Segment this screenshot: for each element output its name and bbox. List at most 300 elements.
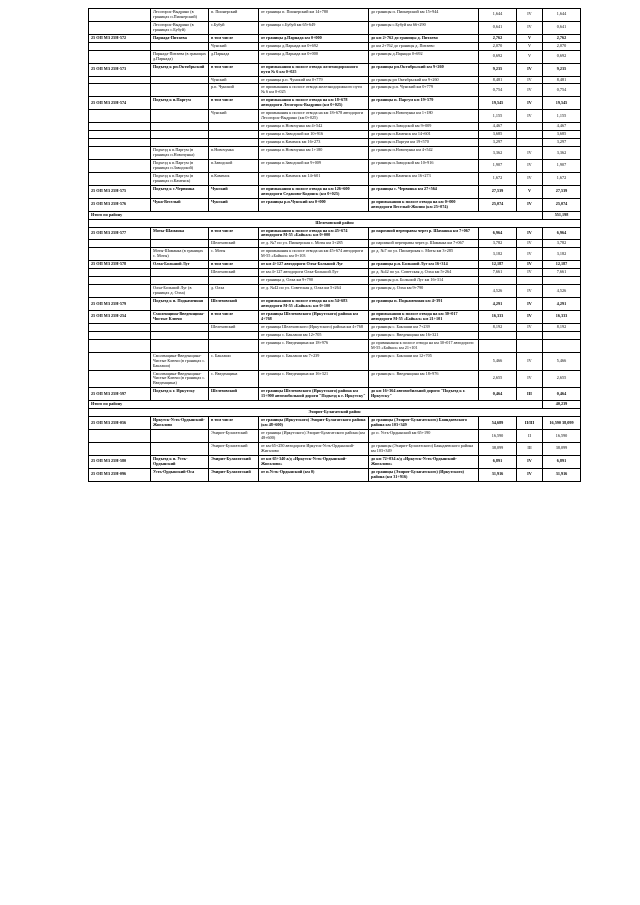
total-km: 19,545: [543, 97, 581, 110]
total-km: 2,655: [543, 370, 581, 388]
territory: Шелеховский: [209, 269, 259, 277]
segment-from: от д. №42 по ул. Советская д. Олха км 5+264: [259, 285, 369, 298]
total-km: 1,155: [543, 110, 581, 123]
segment-to: до примыкания к полосе отвода на км 30+017 автодороги М-55 «Байкал» км 21+101: [369, 339, 479, 352]
road-name: Подъезд к рп.Октябрьский: [151, 63, 209, 76]
total-km: 16,590 38,099: [543, 417, 581, 430]
territory: [209, 277, 259, 285]
length-km: 0,754: [479, 84, 517, 97]
table-row: [89, 269, 581, 277]
table-row: [89, 323, 581, 331]
territory: [209, 331, 259, 339]
table-row: [89, 339, 581, 352]
length-km: 3,182: [479, 248, 517, 261]
territory: Шелеховский: [209, 240, 259, 248]
segment-from: от км 4+127 автодороги Олха-Большой Луг: [259, 261, 369, 269]
road-name: Чуна-Веселый: [151, 198, 209, 211]
total-km: [543, 277, 581, 285]
territory: в том числе: [209, 310, 259, 323]
road-code: [89, 131, 151, 139]
segment-to: до границы п.Каменск км 16+273: [369, 172, 479, 185]
table-row: [89, 277, 581, 285]
table-row: [89, 370, 581, 388]
table-row: [89, 352, 581, 370]
road-code: 25 ОП МЗ 25Н-572: [89, 34, 151, 42]
road-name: Подъезд к г. Иркутску: [151, 388, 209, 401]
table-row: [89, 50, 581, 63]
total-km: 3,362: [543, 147, 581, 160]
segment-to: до границы (Эхирит-Булагатского) Баяндаевского района км 103+349: [369, 417, 479, 430]
territory: с. Введенщина: [209, 370, 259, 388]
road-name: Парнада-Питаева (в границах д.Парнада): [151, 50, 209, 63]
table-row: [89, 172, 581, 185]
road-name: Лесогорск-Выдрино (в границах с.Бубуй): [151, 21, 209, 34]
category: III: [517, 388, 543, 401]
category: IV: [517, 298, 543, 311]
length-km: 3,362: [479, 147, 517, 160]
category: IV: [517, 269, 543, 277]
total-label: Итого по району: [89, 211, 543, 219]
road-code: [89, 42, 151, 50]
table-row: [89, 219, 581, 227]
road-name: [151, 240, 209, 248]
total-km: [543, 339, 581, 352]
segment-from: от примыкания к полосе отвода на км 45+674 автодороги М-55 «Байкал» км 0+000: [259, 227, 369, 240]
table-row: [89, 131, 581, 139]
length-km: 0,692: [479, 50, 517, 63]
segment-to: до км 2+762 до границы д. Питаево: [369, 34, 479, 42]
segment-to: до границы п. Подкаменная км 4+391: [369, 298, 479, 311]
segment-to: до границы с. Баклаши км 7+239: [369, 323, 479, 331]
total-km: 1,907: [543, 159, 581, 172]
road-code: [89, 430, 151, 443]
road-code: [89, 9, 151, 22]
table-row: [89, 21, 581, 34]
table-row: [89, 84, 581, 97]
road-code: [89, 21, 151, 34]
length-km: 3,782: [479, 240, 517, 248]
length-km: 1,155: [479, 110, 517, 123]
category: IV: [517, 352, 543, 370]
category: IV: [517, 227, 543, 240]
total-km: 4,526: [543, 285, 581, 298]
territory: р.п. Чунский: [209, 84, 259, 97]
total-length: 551,198: [543, 211, 581, 219]
segment-to: до границы рп.Октябрьский км 9+260: [369, 63, 479, 76]
segment-to: до границы с. Введенщина км 16+321: [369, 331, 479, 339]
road-code: [89, 240, 151, 248]
segment-from: от границы д.Парнада км 0+000: [259, 50, 369, 63]
table-row: [89, 388, 581, 401]
segment-from: от км 4+127 автодороги Олха-Большой Луг: [259, 269, 369, 277]
category: V: [517, 185, 543, 198]
segment-from: от границы р.п. Чунский км 0+779: [259, 76, 369, 84]
segment-to: до границы с. Баклаши км 12+705: [369, 352, 479, 370]
road-code: 25 ОП МЗ 25Н-576: [89, 198, 151, 211]
total-km: 6,891: [543, 455, 581, 468]
region-name: Шелеховский район: [89, 219, 581, 227]
total-km: 0,754: [543, 84, 581, 97]
road-name: [151, 269, 209, 277]
road-code: [89, 159, 151, 172]
roads-register-table: [88, 8, 581, 482]
road-name: Лесогорск-Выдрино (в границах п.Пионерский): [151, 9, 209, 22]
segment-to: до границы р.п. Чунский км 0+779: [369, 84, 479, 97]
table-row: [89, 401, 581, 409]
road-name: [151, 331, 209, 339]
segment-from: от примыкания к полосе отвода на км 45+674 автодороги М-55 «Байкал» км 0+103: [259, 248, 369, 261]
length-km: 2,070: [479, 42, 517, 50]
segment-to: до границы р.п. Большой Луг км 16+314: [369, 277, 479, 285]
table-row: [89, 110, 581, 123]
segment-to: до границы п. Пионерский км 15+944: [369, 9, 479, 22]
category: III: [517, 443, 543, 456]
length-km: 12,187: [479, 261, 517, 269]
road-name: Подъезд к п.Паргум (в границах п.Каменск): [151, 172, 209, 185]
segment-from: от границы р.п.Чунский км 0+000: [259, 198, 369, 211]
road-name: [151, 123, 209, 131]
length-km: 0,464: [479, 388, 517, 401]
total-km: 8,481: [543, 76, 581, 84]
length-km: 4,291: [479, 298, 517, 311]
road-code: [89, 123, 151, 131]
segment-from: от примыкания к полосе отвода на км 54+683 автодороги М-55 «Байкал» км 0+100: [259, 298, 369, 311]
segment-from: от границы (Иркутского) Эхирит-Булагатского района (км 48+600): [259, 417, 369, 430]
length-km: 54,689: [479, 417, 517, 430]
segment-to: до границы п.Новочунка км 4+542: [369, 147, 479, 160]
territory: Чунский: [209, 198, 259, 211]
road-name: [151, 42, 209, 50]
table-row: [89, 34, 581, 42]
segment-from: от границы с. Баклаши км 7+239: [259, 352, 369, 370]
segment-from: от границы с. Введенщина км 16+321: [259, 370, 369, 388]
segment-to: до км 2+762 до границы д. Питаево: [369, 42, 479, 50]
category: [517, 277, 543, 285]
total-km: 12,187: [543, 261, 581, 269]
segment-to: до границы с.Бубуй км 66+290: [369, 21, 479, 34]
territory: Эхирит-Булагатский: [209, 443, 259, 456]
road-code: [89, 370, 151, 388]
segment-to: до примыкания к полосе отвода на км 0+000 автодороги Веселый-Жилин (км 25+074): [369, 198, 479, 211]
road-code: [89, 248, 151, 261]
category: V: [517, 50, 543, 63]
segment-to: до границы п.Каменск км 14+601: [369, 131, 479, 139]
road-code: [89, 277, 151, 285]
category: II: [517, 430, 543, 443]
table-row: [89, 123, 581, 131]
territory: д.Парнада: [209, 50, 259, 63]
length-km: 1,907: [479, 159, 517, 172]
category: IV: [517, 110, 543, 123]
total-km: 7,661: [543, 269, 581, 277]
table-row: [89, 261, 581, 269]
territory: Эхирит-Булагатский: [209, 455, 259, 468]
segment-to: до границы п.Паргум км 19+570: [369, 139, 479, 147]
road-code: 25 ОП МЗ 25Н-597: [89, 388, 151, 401]
territory: в том числе: [209, 63, 259, 76]
road-name: [151, 76, 209, 84]
road-code: [89, 147, 151, 160]
total-km: 0,641: [543, 21, 581, 34]
table-row: [89, 42, 581, 50]
segment-from: от границы д.Парнада км 0+692: [259, 42, 369, 50]
segment-from: от примыкания к полосе отвода железнодорожного пути № 6 км 0+025: [259, 84, 369, 97]
road-code: 25 ОП МЗ 25Н-096: [89, 468, 151, 481]
length-km: 6,891: [479, 455, 517, 468]
segment-from: от границы д.Парнада км 0+000: [259, 34, 369, 42]
total-km: 0,692: [543, 50, 581, 63]
segment-to: до примыкания к полосе отвода на км 30+017 автодороги М-55 «Байкал» км 21+101: [369, 310, 479, 323]
segment-from: от примыкания к полосе отвода на км 126+600 автодороги Седаново-Кодинск (км 0+025): [259, 185, 369, 198]
category: IV: [517, 261, 543, 269]
total-km: 1,672: [543, 172, 581, 185]
category: IV: [517, 323, 543, 331]
total-km: 5,466: [543, 352, 581, 370]
road-name: [151, 323, 209, 331]
length-km: 2,655: [479, 370, 517, 388]
territory: [209, 123, 259, 131]
segment-from: от границы п.Новочунка км 1+180: [259, 147, 369, 160]
total-km: 16,333: [543, 310, 581, 323]
segment-to: до границы п.Заводской км 9+009: [369, 123, 479, 131]
total-km: 2,070: [543, 42, 581, 50]
segment-from: от границы с.Бубуй км 65+649: [259, 21, 369, 34]
category: IV: [517, 248, 543, 261]
total-km: [543, 331, 581, 339]
total-km: 1,644: [543, 9, 581, 22]
segment-to: до границы (Эхирит-Булагатского) (Иркутского) района (км 31+916): [369, 468, 479, 481]
territory: с.Бубуй: [209, 21, 259, 34]
segment-to: до паромной переправы через р. Шаманка км 7+067: [369, 227, 479, 240]
category: IV: [517, 455, 543, 468]
table-row: [89, 147, 581, 160]
road-code: [89, 110, 151, 123]
category: IV: [517, 97, 543, 110]
category: [517, 131, 543, 139]
length-km: 27,539: [479, 185, 517, 198]
length-km: [479, 331, 517, 339]
road-name: [151, 110, 209, 123]
road-name: Подъезд к п. Подкаменная: [151, 298, 209, 311]
segment-from: от границы п.Заводской км 10+916: [259, 131, 369, 139]
total-km: 3,685: [543, 131, 581, 139]
length-km: 25,074: [479, 198, 517, 211]
road-code: 25 ОП МЗ 25Н-574: [89, 97, 151, 110]
territory: в том числе: [209, 97, 259, 110]
category: IV: [517, 63, 543, 76]
road-name: [151, 430, 209, 443]
segment-from: от км 65+250 автодороги Иркутск-Усть-Ордынский-Жигалово: [259, 443, 369, 456]
segment-to: до границы д. Олха км 9+790: [369, 285, 479, 298]
total-km: 3,182: [543, 248, 581, 261]
road-code: [89, 323, 151, 331]
segment-from: от границы Шелеховского (Иркутского) района км 4+768: [259, 310, 369, 323]
territory: Эхирит-Булагатский: [209, 468, 259, 481]
territory: п.Заводской: [209, 159, 259, 172]
road-code: [89, 339, 151, 352]
territory: п.Новочунка: [209, 147, 259, 160]
category: IV: [517, 84, 543, 97]
road-code: 25 ОП МЗ 25Н-578: [89, 261, 151, 269]
road-code: 25 ОП МЗ 25Н-580: [89, 455, 151, 468]
length-km: 4,526: [479, 285, 517, 298]
length-km: [479, 339, 517, 352]
segment-to: до км 16+364 автомобильной дороги "Подъезд к г. Иркутску": [369, 388, 479, 401]
category: IV: [517, 9, 543, 22]
road-code: [89, 84, 151, 97]
territory: Шелеховский: [209, 323, 259, 331]
table-row: [89, 211, 581, 219]
segment-from: от границы (Иркутского) Эхирит-Булагатского района (км 48+600): [259, 430, 369, 443]
total-label: Итого по району: [89, 401, 543, 409]
road-name: [151, 339, 209, 352]
road-name: Олха-Большой Луг (в границах д. Олха): [151, 285, 209, 298]
segment-to: до границы с. Введенщина км 18+976: [369, 370, 479, 388]
category: IV: [517, 370, 543, 388]
table-row: [89, 285, 581, 298]
territory: Шелеховский: [209, 388, 259, 401]
road-name: Подъезд к п.Паргум (в границах п.Заводской): [151, 159, 209, 172]
segment-from: от примыкания к полосе отвода железнодорожного пути № 6 км 0+025: [259, 63, 369, 76]
territory: с. Моты: [209, 248, 259, 261]
total-km: 3,297: [543, 139, 581, 147]
length-km: 19,545: [479, 97, 517, 110]
length-km: 9,235: [479, 63, 517, 76]
total-km: 9,235: [543, 63, 581, 76]
road-name: Подъезд к с.Червянка: [151, 185, 209, 198]
table-body: [89, 9, 581, 482]
territory: п. Пионерский: [209, 9, 259, 22]
road-code: [89, 76, 151, 84]
road-code: 25 ОП МЗ 25Н-056: [89, 417, 151, 430]
segment-to: до границы п.Новочунка км 1+180: [369, 110, 479, 123]
road-name: [151, 131, 209, 139]
length-km: [479, 277, 517, 285]
territory: [209, 339, 259, 352]
road-name: [151, 277, 209, 285]
road-code: [89, 331, 151, 339]
segment-to: до границы д.Парнада 0+692: [369, 50, 479, 63]
table-row: [89, 63, 581, 76]
length-km: 16,590: [479, 430, 517, 443]
road-name: Смоленщина-Введенщина-Чистые Ключи (в границах с. Баклаши): [151, 352, 209, 370]
road-name: Моты-Шаманка: [151, 227, 209, 240]
territory: Эхирит-Булагатский: [209, 430, 259, 443]
length-km: 2,762: [479, 34, 517, 42]
road-code: [89, 285, 151, 298]
segment-to: до д. №42 по ул. Советская д. Олха км 5+264: [369, 269, 479, 277]
segment-from: от границы Шелеховского (Иркутского) района км 15+900 автомобильной дороги "Подъезд к г. Иркутску": [259, 388, 369, 401]
road-name: Подъезд к п.Паргум: [151, 97, 209, 110]
length-km: 1,672: [479, 172, 517, 185]
territory: в том числе: [209, 261, 259, 269]
territory: Чунский: [209, 110, 259, 123]
segment-from: от п.Усть-Ордынский (км 0): [259, 468, 369, 481]
category: IV: [517, 468, 543, 481]
road-name: [151, 84, 209, 97]
territory: п.Каменск: [209, 172, 259, 185]
road-code: 25 ОП МЗ 25Н-579: [89, 298, 151, 311]
segment-from: от д. №7 по ул. Пионерская с. Моты км 3+285: [259, 240, 369, 248]
road-code: [89, 139, 151, 147]
total-km: 0,464: [543, 388, 581, 401]
segment-to: до границы п.Заводской км 10+916: [369, 159, 479, 172]
category: IV: [517, 285, 543, 298]
territory: [209, 131, 259, 139]
total-km: 31,916: [543, 468, 581, 481]
road-code: [89, 443, 151, 456]
category: IV: [517, 240, 543, 248]
table-row: [89, 455, 581, 468]
table-row: [89, 76, 581, 84]
road-code: [89, 172, 151, 185]
table-row: [89, 310, 581, 323]
territory: Чунский: [209, 42, 259, 50]
category: IV: [517, 198, 543, 211]
segment-from: от км 65+340 а/д «Иркутск-Усть-Ордынский-Жигалово»: [259, 455, 369, 468]
road-name: Иркутск-Усть-Ордынский-Жигалово: [151, 417, 209, 430]
length-km: 6,964: [479, 227, 517, 240]
category: IV: [517, 172, 543, 185]
region-name: Эхирит-Булагатский район: [89, 409, 581, 417]
length-km: 8,481: [479, 76, 517, 84]
length-km: 3,685: [479, 131, 517, 139]
territory: Чунский: [209, 76, 259, 84]
territory: с. Баклаши: [209, 352, 259, 370]
category: IV: [517, 147, 543, 160]
segment-from: от примыкания к полосе отвода на км 18+678 автодороги Лесогорск-Выдрино (км 0+025): [259, 110, 369, 123]
territory: Шелеховский: [209, 298, 259, 311]
category: [517, 139, 543, 147]
road-name: Смоленщина-Введенщина-Чистые Ключи: [151, 310, 209, 323]
segment-from: от примыкания к полосе отвода на км 18+678 автодороги Лесогорск-Выдрино (км 0+025): [259, 97, 369, 110]
segment-to: до д. №7 по ул. Пионерская с. Моты км 3+285: [369, 248, 479, 261]
segment-from: от границы с. Введенщина км 18+976: [259, 339, 369, 352]
road-name: Смоленщина-Введенщина-Чистые Ключи (в границах с. Введенщина): [151, 370, 209, 388]
road-name: Подъезд к п. Усть-Ордынский: [151, 455, 209, 468]
territory: Чунский: [209, 185, 259, 198]
total-length: 40,239: [543, 401, 581, 409]
segment-from: от границы п.Новочунка км 4+542: [259, 123, 369, 131]
segment-from: от границы с. Баклаши км 12+705: [259, 331, 369, 339]
total-km: 8,192: [543, 323, 581, 331]
total-km: 27,539: [543, 185, 581, 198]
table-row: [89, 417, 581, 430]
length-km: 5,466: [479, 352, 517, 370]
category: [517, 123, 543, 131]
total-km: 6,964: [543, 227, 581, 240]
length-km: 0,641: [479, 21, 517, 34]
table-row: [89, 198, 581, 211]
table-row: [89, 248, 581, 261]
segment-from: от границы п.Заводской км 9+009: [259, 159, 369, 172]
road-name: Олха-Большой Луг: [151, 261, 209, 269]
length-km: 7,661: [479, 269, 517, 277]
table-row: [89, 298, 581, 311]
segment-from: от границы п. Пионерский км 14+780: [259, 9, 369, 22]
category: V: [517, 34, 543, 42]
road-code: 25 ОП МЗ 25Н-573: [89, 63, 151, 76]
table-row: [89, 468, 581, 481]
road-code: 25 ОП МЗ 25Н-577: [89, 227, 151, 240]
segment-from: от границы Шелеховского (Иркутского) района км 4+768: [259, 323, 369, 331]
territory: д. Олха: [209, 285, 259, 298]
road-name: [151, 443, 209, 456]
table-row: [89, 409, 581, 417]
length-km: 16,333: [479, 310, 517, 323]
category: II/III: [517, 417, 543, 430]
length-km: 38,099: [479, 443, 517, 456]
